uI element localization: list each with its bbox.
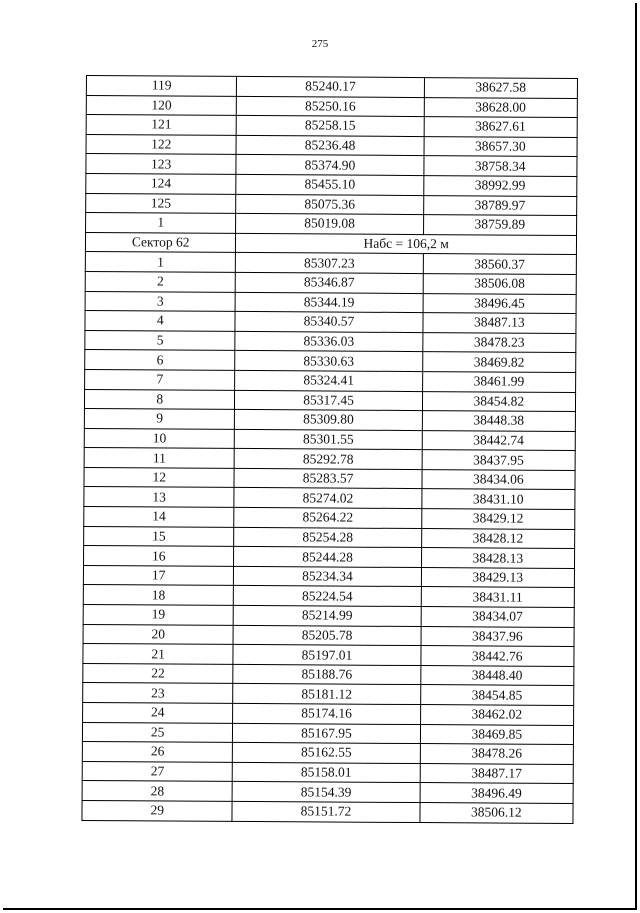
coord-y: 38461.99 bbox=[422, 371, 576, 392]
coord-x: 85340.57 bbox=[235, 312, 422, 333]
coord-x: 85151.72 bbox=[232, 801, 419, 822]
point-number: 123 bbox=[86, 154, 237, 175]
point-number: 3 bbox=[85, 291, 236, 312]
table-row bbox=[82, 781, 573, 804]
coord-y: 38429.12 bbox=[421, 509, 575, 530]
point-number: 29 bbox=[82, 800, 233, 821]
coord-x: 85250.16 bbox=[237, 96, 424, 117]
point-number: 20 bbox=[83, 624, 234, 645]
table-row bbox=[83, 702, 574, 725]
coord-x: 85301.55 bbox=[235, 429, 422, 450]
point-number: 5 bbox=[85, 330, 236, 351]
coord-y: 38478.23 bbox=[422, 332, 576, 353]
coord-y: 38628.00 bbox=[424, 97, 578, 118]
point-number: 14 bbox=[84, 507, 235, 528]
coord-y: 38437.96 bbox=[421, 626, 575, 647]
point-number: 23 bbox=[83, 683, 234, 704]
coord-x: 85162.55 bbox=[233, 743, 420, 764]
point-number: 6 bbox=[85, 350, 236, 371]
point-number: 120 bbox=[86, 95, 237, 116]
coord-x: 85158.01 bbox=[233, 762, 420, 783]
point-number: 12 bbox=[84, 467, 235, 488]
table-row bbox=[82, 800, 573, 823]
coord-y: 38789.97 bbox=[423, 195, 577, 216]
table-row bbox=[85, 350, 576, 373]
coord-x: 85205.78 bbox=[233, 625, 420, 646]
point-number: 125 bbox=[86, 193, 237, 214]
coord-y: 38478.26 bbox=[420, 744, 574, 765]
coord-y: 38448.40 bbox=[420, 665, 574, 686]
coord-y: 38428.12 bbox=[421, 528, 575, 549]
table-row bbox=[85, 330, 576, 353]
table-row bbox=[84, 526, 575, 549]
coord-x: 85214.99 bbox=[234, 605, 421, 626]
point-number: 10 bbox=[84, 428, 235, 449]
point-number: 25 bbox=[82, 722, 233, 743]
point-number: 13 bbox=[84, 487, 235, 508]
table-row bbox=[82, 761, 573, 784]
table-row bbox=[83, 624, 574, 647]
table-row bbox=[82, 742, 573, 765]
coord-x: 85309.80 bbox=[235, 410, 422, 431]
point-number: 122 bbox=[86, 134, 237, 155]
coord-x: 85254.28 bbox=[234, 527, 421, 548]
point-number: 9 bbox=[84, 409, 235, 430]
table-row bbox=[86, 173, 577, 196]
coord-y: 38429.13 bbox=[421, 567, 575, 588]
table-row bbox=[86, 193, 577, 216]
point-number: 124 bbox=[86, 173, 237, 194]
coord-x: 85224.54 bbox=[234, 586, 421, 607]
coord-x: 85258.15 bbox=[237, 116, 424, 137]
coord-x: 85234.34 bbox=[234, 566, 421, 587]
point-number: 18 bbox=[83, 585, 234, 606]
point-number: 2 bbox=[85, 271, 236, 292]
point-number: 27 bbox=[82, 761, 233, 782]
rows-before bbox=[86, 76, 578, 236]
coord-x: 85154.39 bbox=[233, 782, 420, 803]
table-row bbox=[83, 644, 574, 667]
coord-x: 85307.23 bbox=[236, 253, 423, 274]
coord-y: 38469.85 bbox=[420, 724, 574, 745]
point-number: 26 bbox=[82, 742, 233, 763]
point-number: 15 bbox=[84, 526, 235, 547]
coord-y: 38428.13 bbox=[421, 548, 575, 569]
point-number: 119 bbox=[86, 76, 237, 97]
coord-y: 38506.12 bbox=[420, 803, 574, 824]
table-row bbox=[84, 428, 575, 451]
coord-x: 85240.17 bbox=[237, 76, 424, 97]
coord-x: 85019.08 bbox=[236, 214, 423, 235]
point-number: 21 bbox=[83, 644, 234, 665]
point-number: 1 bbox=[86, 213, 237, 234]
point-number: 4 bbox=[85, 311, 236, 332]
point-number: 24 bbox=[83, 702, 234, 723]
point-number: 16 bbox=[84, 546, 235, 567]
point-number: 22 bbox=[83, 663, 234, 684]
point-number: 19 bbox=[83, 605, 234, 626]
table-row bbox=[84, 389, 575, 412]
coord-x: 85283.57 bbox=[234, 468, 421, 489]
coord-y: 38431.11 bbox=[421, 587, 575, 608]
table-row bbox=[83, 663, 574, 686]
coord-x: 85324.41 bbox=[235, 370, 422, 391]
coord-y: 38462.02 bbox=[420, 705, 574, 726]
coord-x: 85374.90 bbox=[236, 155, 423, 176]
table-row bbox=[85, 291, 576, 314]
table-row bbox=[84, 546, 575, 569]
coord-y: 38759.89 bbox=[423, 215, 577, 236]
coord-x: 85274.02 bbox=[234, 488, 421, 509]
table-row bbox=[85, 369, 576, 392]
coord-x: 85344.19 bbox=[235, 292, 422, 313]
coord-y: 38454.82 bbox=[422, 391, 576, 412]
sector-label: Сектор 62 bbox=[85, 232, 236, 253]
table-row bbox=[83, 605, 574, 628]
point-number: 17 bbox=[83, 565, 234, 586]
point-number: 1 bbox=[85, 252, 236, 273]
coord-x: 85167.95 bbox=[233, 723, 420, 744]
coord-y: 38992.99 bbox=[423, 176, 577, 197]
sector-height: Набс = 106,2 м bbox=[236, 233, 577, 255]
coord-x: 85236.48 bbox=[236, 135, 423, 156]
coord-y: 38657.30 bbox=[424, 136, 578, 157]
coord-x: 85336.03 bbox=[235, 331, 422, 352]
coord-x: 85075.36 bbox=[236, 194, 423, 215]
table-row bbox=[84, 467, 575, 490]
coord-y: 38487.13 bbox=[423, 313, 577, 334]
point-number: 121 bbox=[86, 115, 237, 136]
coord-y: 38506.08 bbox=[423, 273, 577, 294]
point-number: 11 bbox=[84, 448, 235, 469]
table-row bbox=[86, 115, 577, 138]
coord-y: 38496.49 bbox=[420, 783, 574, 804]
table-row bbox=[86, 154, 577, 177]
table-row bbox=[83, 565, 574, 588]
table-row bbox=[86, 76, 577, 99]
table-row bbox=[84, 448, 575, 471]
table-row bbox=[85, 311, 576, 334]
table-row bbox=[86, 134, 577, 157]
point-number: 7 bbox=[85, 369, 236, 390]
table-row bbox=[85, 271, 576, 294]
coord-y: 38627.58 bbox=[424, 78, 578, 99]
coord-x: 85197.01 bbox=[233, 645, 420, 666]
coord-x: 85292.78 bbox=[235, 449, 422, 470]
table-row bbox=[84, 487, 575, 510]
coord-y: 38560.37 bbox=[423, 254, 577, 275]
coord-y: 38758.34 bbox=[424, 156, 578, 177]
coord-x: 85455.10 bbox=[236, 174, 423, 195]
table-row bbox=[86, 213, 577, 236]
coord-x: 85174.16 bbox=[233, 703, 420, 724]
coord-x: 85264.22 bbox=[234, 507, 421, 528]
table-row bbox=[84, 409, 575, 432]
coord-y: 38454.85 bbox=[420, 685, 574, 706]
table-row bbox=[86, 95, 577, 118]
table-row bbox=[83, 683, 574, 706]
rows-after bbox=[82, 252, 576, 823]
coord-y: 38442.74 bbox=[422, 430, 576, 451]
coord-x: 85330.63 bbox=[235, 351, 422, 372]
point-number: 8 bbox=[84, 389, 235, 410]
coord-y: 38487.17 bbox=[420, 763, 574, 784]
coord-y: 38448.38 bbox=[422, 411, 576, 432]
sector-row bbox=[85, 232, 576, 255]
coord-x: 85181.12 bbox=[233, 684, 420, 705]
coord-y: 38496.45 bbox=[423, 293, 577, 314]
table-row bbox=[82, 722, 573, 745]
coord-y: 38434.06 bbox=[422, 469, 576, 490]
table-row bbox=[84, 507, 575, 530]
coord-y: 38627.61 bbox=[424, 117, 578, 138]
coord-x: 85346.87 bbox=[236, 272, 423, 293]
page-number: 275 bbox=[311, 38, 329, 50]
point-number: 28 bbox=[82, 781, 233, 802]
sector-header bbox=[85, 232, 576, 255]
coord-y: 38469.82 bbox=[422, 352, 576, 373]
coordinates-table bbox=[81, 75, 578, 824]
table-row bbox=[85, 252, 576, 275]
coord-x: 85188.76 bbox=[233, 664, 420, 685]
coord-x: 85317.45 bbox=[235, 390, 422, 411]
coord-y: 38437.95 bbox=[422, 450, 576, 471]
coord-y: 38434.07 bbox=[421, 607, 575, 628]
table-row bbox=[83, 585, 574, 608]
coord-y: 38442.76 bbox=[421, 646, 575, 667]
coord-x: 85244.28 bbox=[234, 547, 421, 568]
coord-y: 38431.10 bbox=[421, 489, 575, 510]
